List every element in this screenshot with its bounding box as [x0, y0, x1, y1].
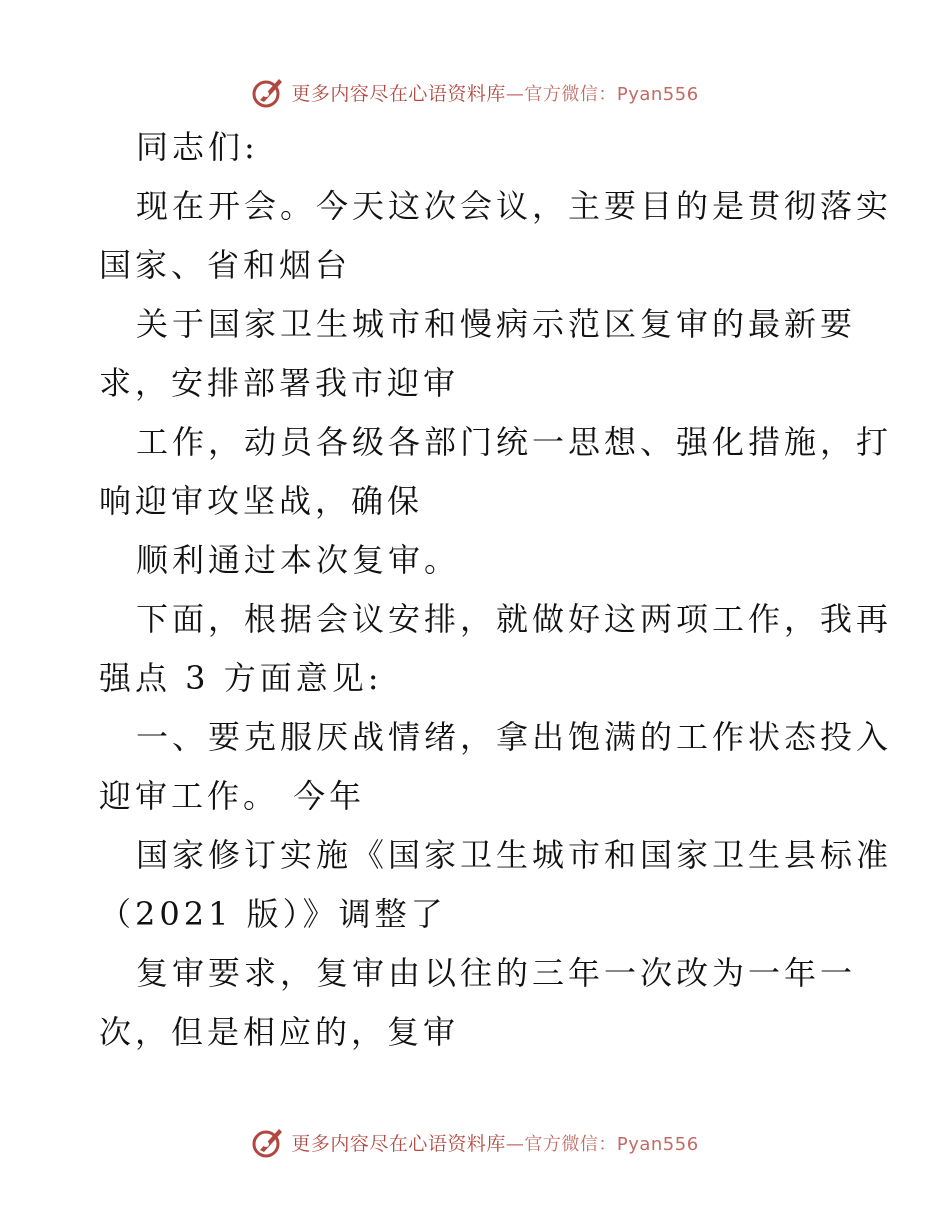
text-line: （2021 版）》调整了 — [99, 895, 447, 933]
text-line: 迎审工作。 今年 — [99, 777, 366, 815]
watermark-footer — [0, 1122, 950, 1162]
text-line: 关于国家卫生城市和慢病示范区复审的最新要 — [136, 305, 857, 343]
quill-logo-icon — [251, 75, 285, 109]
watermark-text: 更多内容尽在心语资料库—官方微信：Pyan556 — [291, 1132, 699, 1155]
watermark-text: 更多内容尽在心语资料库—官方微信：Pyan556 — [291, 82, 699, 105]
document-body — [99, 118, 893, 1062]
text-line: 现在开会。今天这次会议，主要目的是贯彻落实 — [136, 187, 893, 225]
text-line: 工作，动员各级各部门统一思想、强化措施，打 — [136, 423, 893, 461]
text-line: 次，但是相应的，复审 — [99, 1013, 460, 1051]
watermark-header — [0, 72, 950, 112]
text-line: 求，安排部署我市迎审 — [99, 364, 460, 402]
text-line: 同志们: — [136, 128, 259, 166]
quill-logo-icon — [251, 1125, 285, 1159]
text-line: 国家修订实施《国家卫生城市和国家卫生县标准 — [136, 836, 893, 874]
text-line: 顺利通过本次复审。 — [136, 541, 461, 579]
text-line: 强点 3 方面意见: — [99, 659, 383, 697]
text-line: 国家、省和烟台 — [99, 246, 352, 284]
text-line: 复审要求，复审由以往的三年一次改为一年一 — [136, 954, 857, 992]
text-line: 响迎审攻坚战，确保 — [99, 482, 424, 520]
text-line: 一、要克服厌战情绪，拿出饱满的工作状态投入 — [136, 718, 893, 756]
text-line: 下面，根据会议安排，就做好这两项工作，我再 — [136, 600, 893, 638]
